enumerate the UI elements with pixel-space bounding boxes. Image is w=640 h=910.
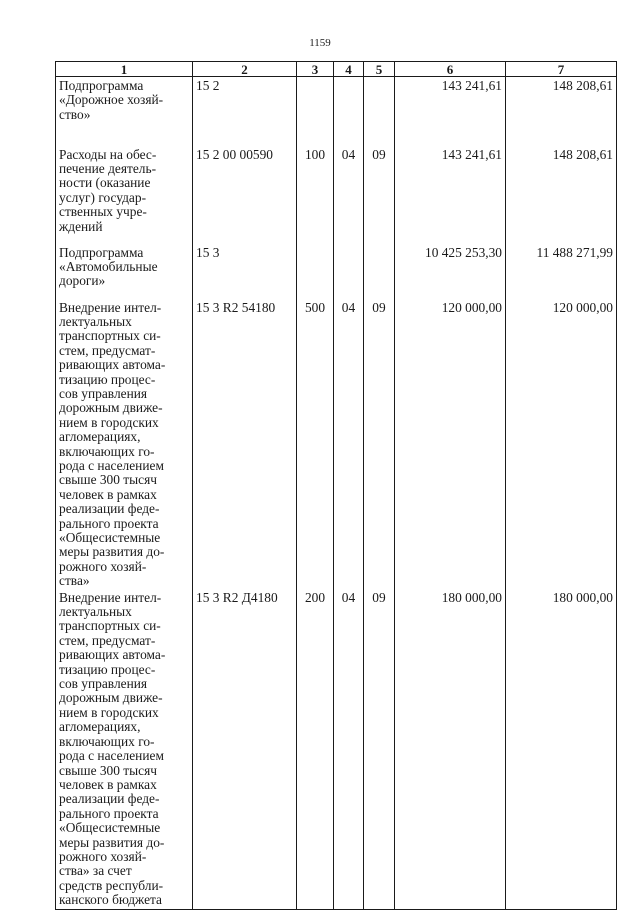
amount-cell-year1: 143 241,61: [395, 77, 506, 146]
amount-cell-year1: 120 000,00: [395, 299, 506, 589]
subsection-cell: 09: [364, 589, 395, 909]
page-number: 1159: [309, 37, 331, 49]
expense-type-cell: [297, 244, 334, 299]
row-name-cell: [56, 299, 193, 589]
section-cell: 04: [334, 589, 364, 909]
target-article-cell: 15 3 R2 54180: [193, 299, 297, 589]
expense-type-cell: 200: [297, 589, 334, 909]
row-name: Расходы на обес- печение деятель- ности (оказание услуг) государ- ственных учре- ждений: [59, 146, 157, 234]
table-row: [56, 77, 617, 146]
row-name: Внедрение интел- лектуальных транспортных си- стем, предусмат- ривающих автома- тизацию процес- сов управления дорожным движе- нием в городских агломерациях, включающих го- рода с населением свыше 300 тысяч человек в рамках реализации феде- рального проекта «Общесистемные меры развития до- рожного хозяй- ства» за счет средств республи- канского бюджета: [59, 589, 166, 908]
subsection-cell: [364, 244, 395, 299]
subsection-cell: 09: [364, 299, 395, 589]
header-row: [56, 62, 617, 77]
section-cell: [334, 77, 364, 146]
column-header: 1: [56, 62, 193, 77]
amount-cell-year1: 180 000,00: [395, 589, 506, 909]
target-article-cell: 15 3: [193, 244, 297, 299]
target-article-cell: 15 2 00 00590: [193, 146, 297, 244]
expense-type-cell: [297, 77, 334, 146]
column-header: 5: [364, 62, 395, 77]
amount-cell-year2: 180 000,00: [506, 589, 617, 909]
column-header: 2: [193, 62, 297, 77]
amount-cell-year2: 148 208,61: [506, 146, 617, 244]
table-row: [56, 589, 617, 909]
column-header: 3: [297, 62, 334, 77]
column-header: 7: [506, 62, 617, 77]
row-name-cell: [56, 244, 193, 299]
section-cell: 04: [334, 299, 364, 589]
expense-type-cell: 100: [297, 146, 334, 244]
expense-type-cell: 500: [297, 299, 334, 589]
section-cell: [334, 244, 364, 299]
target-article-cell: 15 2: [193, 77, 297, 146]
row-name-cell: [56, 589, 193, 909]
row-name-cell: [56, 77, 193, 146]
table-row: [56, 244, 617, 299]
row-name-cell: [56, 146, 193, 244]
amount-cell-year1: 10 425 253,30: [395, 244, 506, 299]
target-article-cell: 15 3 R2 Д4180: [193, 589, 297, 909]
amount-cell-year2: 148 208,61: [506, 77, 617, 146]
table-row: [56, 146, 617, 244]
amount-cell-year1: 143 241,61: [395, 146, 506, 244]
amount-cell-year2: 11 488 271,99: [506, 244, 617, 299]
subsection-cell: 09: [364, 146, 395, 244]
row-name: Подпрограмма «Автомобильные дороги»: [59, 244, 158, 289]
row-name: Подпрограмма «Дорожное хозяй- ство»: [59, 78, 164, 122]
subsection-cell: [364, 77, 395, 146]
amount-cell-year2: 120 000,00: [506, 299, 617, 589]
section-cell: 04: [334, 146, 364, 244]
budget-table: [55, 61, 617, 910]
row-name: Внедрение интел- лектуальных транспортных си- стем, предусмат- ривающих автома- тизацию процес- сов управления дорожным движе- нием в городских агломерациях, включающих го- рода с населением свыше 300 тысяч человек в рамках реализации феде- рального проекта «Общесистемные меры развития до- рожного хозяй- ства»: [59, 299, 166, 589]
column-header: 4: [334, 62, 364, 77]
table-row: [56, 299, 617, 589]
column-header: 6: [395, 62, 506, 77]
